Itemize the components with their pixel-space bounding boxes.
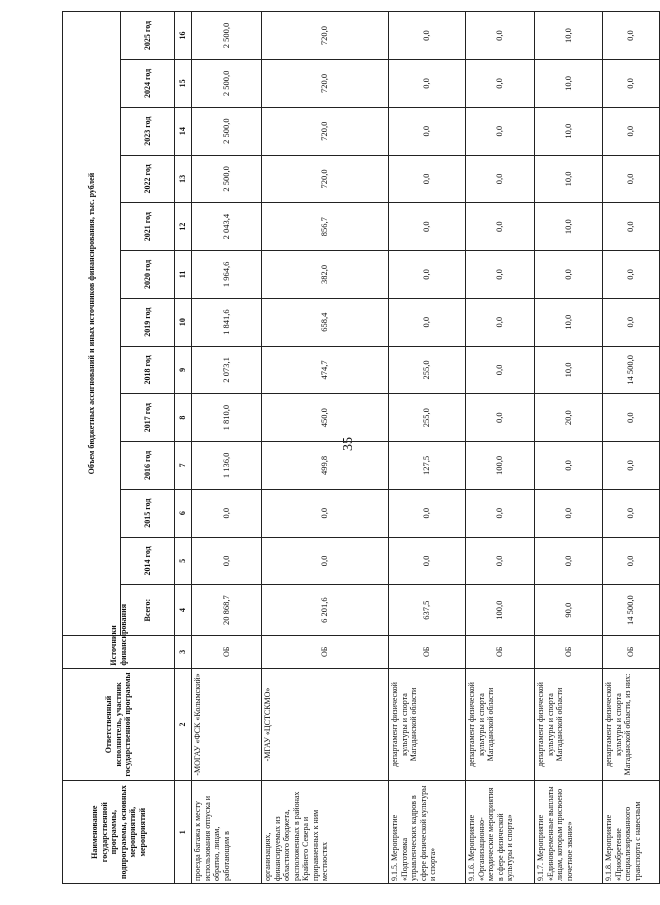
column-number: 11 (175, 251, 192, 299)
header-year: 2016 год (121, 442, 175, 490)
row-source: ОБ (535, 636, 603, 669)
row-value: 0,0 (389, 203, 466, 251)
row-value: 720,0 (262, 107, 389, 155)
row-total: 100,0 (466, 585, 535, 636)
table-row (192, 12, 262, 884)
row-value: 0,0 (466, 155, 535, 203)
row-value: 0,0 (389, 298, 466, 346)
column-number: 4 (175, 585, 192, 636)
row-value: 0,0 (466, 107, 535, 155)
header-year: 2023 год (121, 107, 175, 155)
row-value: 2 500,0 (192, 60, 262, 108)
column-number: 1 (175, 781, 192, 884)
column-number: 6 (175, 489, 192, 537)
column-number: 10 (175, 298, 192, 346)
header-row-1 (63, 12, 121, 884)
row-value: 0,0 (603, 107, 660, 155)
row-executor: -МГАУ «ЦСТСКМО» (262, 668, 389, 781)
row-executor: департамент физической культуры и спорта Магаданской области (535, 668, 603, 781)
page-number: 35 (341, 437, 356, 451)
row-value: 2 043,4 (192, 203, 262, 251)
rotated-table-wrapper (62, 11, 642, 884)
row-value: 14 500,0 (603, 346, 660, 394)
row-total: 20 868,7 (192, 585, 262, 636)
row-value: 0,0 (192, 537, 262, 585)
row-value: 0,0 (535, 537, 603, 585)
row-value: 0,0 (603, 12, 660, 60)
row-source: ОБ (262, 636, 389, 669)
row-value: 450,0 (262, 394, 389, 442)
row-value: 0,0 (262, 489, 389, 537)
row-value: 856,7 (262, 203, 389, 251)
row-executor: департамент физической культуры и спорта Магаданской области, из них: (603, 668, 660, 781)
header-year: 2020 год (121, 251, 175, 299)
row-value: 10,0 (535, 107, 603, 155)
row-value: 0,0 (389, 107, 466, 155)
row-value: 0,0 (389, 12, 466, 60)
row-value: 2 500,0 (192, 12, 262, 60)
row-value: 0,0 (389, 155, 466, 203)
row-executor: департамент физической культуры и спорта Магаданской области (466, 668, 535, 781)
row-value: 658,4 (262, 298, 389, 346)
row-value: 10,0 (535, 60, 603, 108)
row-value: 0,0 (466, 251, 535, 299)
column-number: 7 (175, 442, 192, 490)
row-value: 0,0 (535, 251, 603, 299)
row-value: 720,0 (262, 60, 389, 108)
table-row (535, 12, 603, 884)
row-executor: -МОГАУ «ФСК «Колымский» (192, 668, 262, 781)
row-value: 0,0 (603, 251, 660, 299)
row-total: 14 500,0 (603, 585, 660, 636)
row-value: 499,8 (262, 442, 389, 490)
row-value: 1 964,6 (192, 251, 262, 299)
row-total: 637,5 (389, 585, 466, 636)
header-year: 2014 год (121, 537, 175, 585)
column-number: 3 (175, 636, 192, 669)
row-value: 0,0 (389, 537, 466, 585)
row-value: 0,0 (466, 537, 535, 585)
table-row (603, 12, 660, 884)
row-value: 720,0 (262, 155, 389, 203)
row-value: 0,0 (192, 489, 262, 537)
row-value: 382,0 (262, 251, 389, 299)
row-value: 10,0 (535, 346, 603, 394)
row-value: 0,0 (603, 60, 660, 108)
header-year: 2017 год (121, 394, 175, 442)
row-value: 0,0 (262, 537, 389, 585)
row-value: 10,0 (535, 203, 603, 251)
header-year: 2015 год (121, 489, 175, 537)
row-value: 0,0 (603, 489, 660, 537)
row-value: 0,0 (466, 60, 535, 108)
row-source: ОБ (603, 636, 660, 669)
row-value: 0,0 (603, 155, 660, 203)
row-value: 2 500,0 (192, 155, 262, 203)
header-year: 2022 год (121, 155, 175, 203)
row-value: 100,0 (466, 442, 535, 490)
row-source: ОБ (192, 636, 262, 669)
column-number: 9 (175, 346, 192, 394)
header-funding: Объем бюджетных ассигнований и иных источников финансирования, тыс. рублей (63, 12, 121, 636)
row-value: 0,0 (466, 203, 535, 251)
row-source: ОБ (466, 636, 535, 669)
row-value: 0,0 (466, 394, 535, 442)
row-value: 0,0 (603, 203, 660, 251)
row-value: 255,0 (389, 346, 466, 394)
column-number: 13 (175, 155, 192, 203)
row-value: 10,0 (535, 298, 603, 346)
row-value: 10,0 (535, 155, 603, 203)
row-value: 1 841,6 (192, 298, 262, 346)
column-number-row (175, 12, 192, 884)
row-total: 90,0 (535, 585, 603, 636)
row-value: 0,0 (466, 489, 535, 537)
row-value: 20,0 (535, 394, 603, 442)
row-value: 0,0 (466, 298, 535, 346)
header-executor: Ответственный исполнитель, участник государственной программы (63, 668, 175, 781)
row-value: 720,0 (262, 12, 389, 60)
column-number: 15 (175, 60, 192, 108)
row-value: 0,0 (389, 251, 466, 299)
column-number: 16 (175, 12, 192, 60)
funding-table (62, 11, 660, 884)
column-number: 12 (175, 203, 192, 251)
row-value: 127,5 (389, 442, 466, 490)
column-number: 8 (175, 394, 192, 442)
column-number: 14 (175, 107, 192, 155)
row-value: 474,7 (262, 346, 389, 394)
row-total: 6 201,6 (262, 585, 389, 636)
header-year: 2018 год (121, 346, 175, 394)
row-value: 2 500,0 (192, 107, 262, 155)
header-name: Наименование государственной программы, подпрограммы, основных мероприятий, мероприятий (63, 781, 175, 884)
row-value: 0,0 (466, 12, 535, 60)
column-number: 2 (175, 668, 192, 781)
row-name: организациях, финансируемых из областного бюджета, расположенных в районах Крайнего Севера и приравненных к ним местностях (262, 781, 389, 884)
header-year: 2025 год (121, 12, 175, 60)
row-value: 255,0 (389, 394, 466, 442)
row-name: 9.1.7. Мероприятие «Единовременные выплаты лицам, которым присвоено почетное звание» (535, 781, 603, 884)
table-row (466, 12, 535, 884)
row-value: 1 810,0 (192, 394, 262, 442)
row-name: 9.1.5. Мероприятие «Подготовка управленческих кадров в сфере физической культуры и спорта» (389, 781, 466, 884)
row-name: 9.1.8. Мероприятие «Приобретение специализированного транспорта с навесным (603, 781, 660, 884)
row-value: 0,0 (535, 489, 603, 537)
header-year: 2021 год (121, 203, 175, 251)
header-total: Всего: (121, 585, 175, 636)
row-value: 10,0 (535, 12, 603, 60)
column-number: 5 (175, 537, 192, 585)
row-value: 0,0 (466, 346, 535, 394)
row-executor: департамент физической культуры и спорта Магаданской области (389, 668, 466, 781)
row-value: 0,0 (603, 394, 660, 442)
header-year: 2019 год (121, 298, 175, 346)
row-source: ОБ (389, 636, 466, 669)
row-name: проезда багажа к месту использования отпуска и обратно, лицам, работающим в (192, 781, 262, 884)
row-value: 2 073,1 (192, 346, 262, 394)
row-value: 0,0 (389, 60, 466, 108)
row-name: 9.1.6. Мероприятие «Организационно-методические мероприятия в сфере физической культуры и спорта» (466, 781, 535, 884)
row-value: 0,0 (389, 489, 466, 537)
table-row (262, 12, 389, 884)
row-value: 0,0 (603, 537, 660, 585)
header-source: Источники финансирования (63, 636, 175, 669)
row-value: 1 136,0 (192, 442, 262, 490)
row-value: 0,0 (603, 298, 660, 346)
row-value: 0,0 (535, 442, 603, 490)
header-year: 2024 год (121, 60, 175, 108)
table-row (389, 12, 466, 884)
row-value: 0,0 (603, 442, 660, 490)
